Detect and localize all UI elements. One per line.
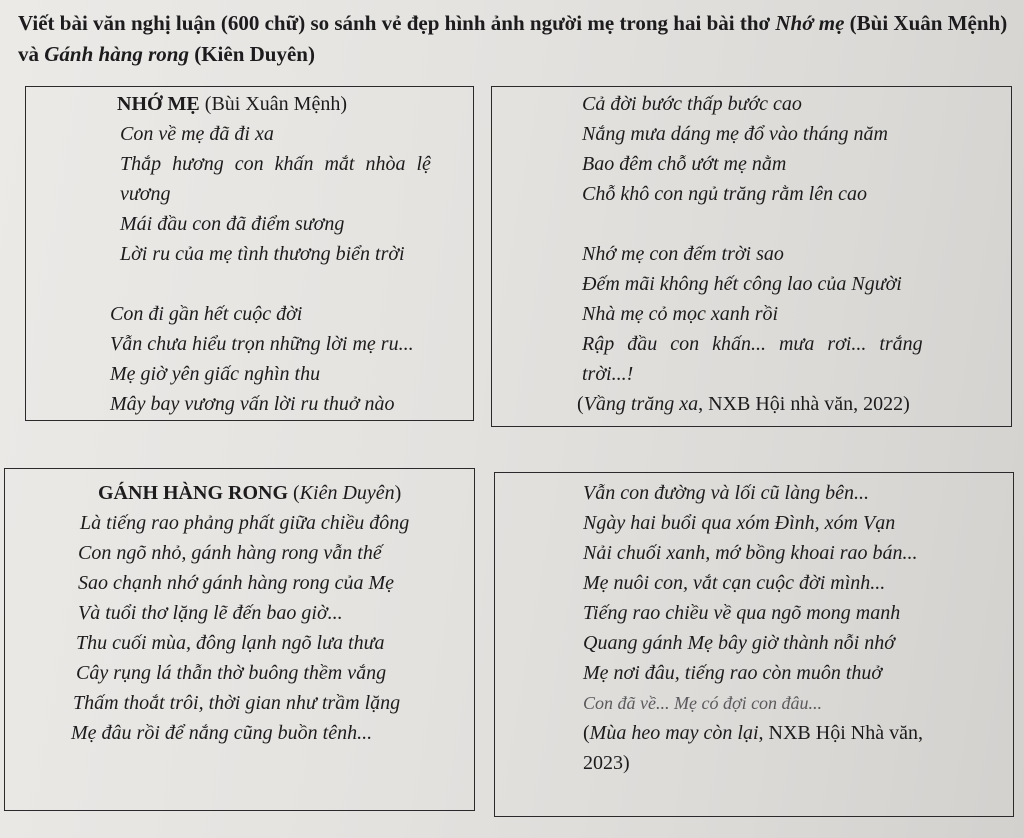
poem-line: Nhà mẹ cỏ mọc xanh rồi [582,303,779,325]
poem-line: Và tuổi thơ lặng lẽ đến bao giờ... [78,602,343,624]
prompt-text-1: Viết bài văn nghị luận (600 chữ) so sánh vẻ đẹp hình ảnh người mẹ trong hai bài thơ [18,11,776,35]
poem-line: Nải chuối xanh, mớ bồng khoai rao bán... [583,542,918,564]
poem-line: Mẹ đâu rồi để nắng cũng buồn tênh... [71,722,373,744]
poem-line: Bao đêm chỗ ướt mẹ nằm [582,153,787,175]
poem-line: Nhớ mẹ con đếm trời sao [582,243,784,265]
poem-line: Cây rụng lá thẫn thờ buông thềm vắng [76,662,387,684]
poem1-source: (Vầng trăng xa, NXB Hội nhà văn, 2022) [577,393,910,415]
poem1-column-right [577,89,1002,419]
poem-line: Đếm mãi không hết công lao của Người [582,273,902,295]
prompt-title-1: Nhớ mẹ [775,11,845,35]
poem2-title: GÁNH HÀNG RONG [98,482,288,504]
poem-line: Là tiếng rao phảng phất giữa chiều đông [80,512,410,534]
poem1-title: NHỚ MẸ [117,93,200,115]
poem-line: Con đã về... Mẹ có đợi con đâu... [583,693,823,713]
poem2-column-left [71,478,471,748]
poem1-title-line [117,89,462,119]
poem-line: Con đi gần hết cuộc đời [110,303,303,325]
poem-line: Vẫn chưa hiểu trọn những lời mẹ ru... [110,333,414,355]
poem-line: vương [120,183,171,205]
poem-line: Con ngõ nhỏ, gánh hàng rong vẫn thế [78,542,382,564]
prompt-title-2: Gánh hàng rong [44,42,189,66]
poem-line: Quang gánh Mẹ bây giờ thành nỗi nhớ [583,632,895,654]
poem-line: Thấm thoắt trôi, thời gian như trầm lặng [73,692,401,714]
poem-line: Mây bay vương vấn lời ru thuở nào [110,393,395,415]
poem2-author: Kiên Duyên [299,482,395,504]
poem-line: Mẹ giờ yên giấc nghìn thu [110,363,321,385]
poem1-column-left [110,89,462,419]
poem-line: Nắng mưa dáng mẹ đổ vào tháng năm [582,123,888,145]
poem-line: Ngày hai buổi qua xóm Đình, xóm Vạn [583,512,896,534]
poem-line: Cả đời bước thấp bước cao [582,93,802,115]
poem-line: Vẫn con đường và lối cũ làng bên... [583,482,869,504]
poem-line: Tiếng rao chiều về qua ngõ mong manh [583,602,901,624]
poem2-column-right [583,478,1008,778]
poem-line: Sao chạnh nhớ gánh hàng rong của Mẹ [78,572,395,594]
poem-line: Thắp hương con khấn mắt nhòa lệ [120,153,431,175]
stanza-gap [582,209,1002,239]
poem-line: Chỗ khô con ngủ trăng rằm lên cao [582,183,867,205]
poem2-title-line: GÁNH HÀNG RONG (Kiên Duyên) [98,482,402,504]
poem-line: Mẹ nơi đâu, tiếng rao còn muôn thuở [583,662,883,684]
prompt-text-2: (Bùi Xuân Mệnh) và [18,11,1008,66]
poem-line: Mẹ nuôi con, vắt cạn cuộc đời mình... [583,572,886,594]
poem-line: Mái đầu con đã điểm sương [120,213,345,235]
poem2-source: (Mùa heo may còn lại, NXB Hội Nhà văn, [583,722,923,744]
stanza-gap [117,269,462,299]
poem-line: Thu cuối mùa, đông lạnh ngõ lưa thưa [76,632,385,654]
poem-line: Lời ru của mẹ tình thương biển trời [120,243,405,265]
poem-line: Con về mẹ đã đi xa [120,123,274,145]
poem2-source-year: 2023) [583,752,630,774]
essay-prompt [18,8,1018,70]
prompt-text-3: (Kiên Duyên) [188,42,315,66]
poem1-author: (Bùi Xuân Mệnh) [199,93,347,115]
poem-line: Rập đầu con khấn... mưa rơi... trắng [582,333,923,355]
poem-line: trời...! [582,363,634,385]
